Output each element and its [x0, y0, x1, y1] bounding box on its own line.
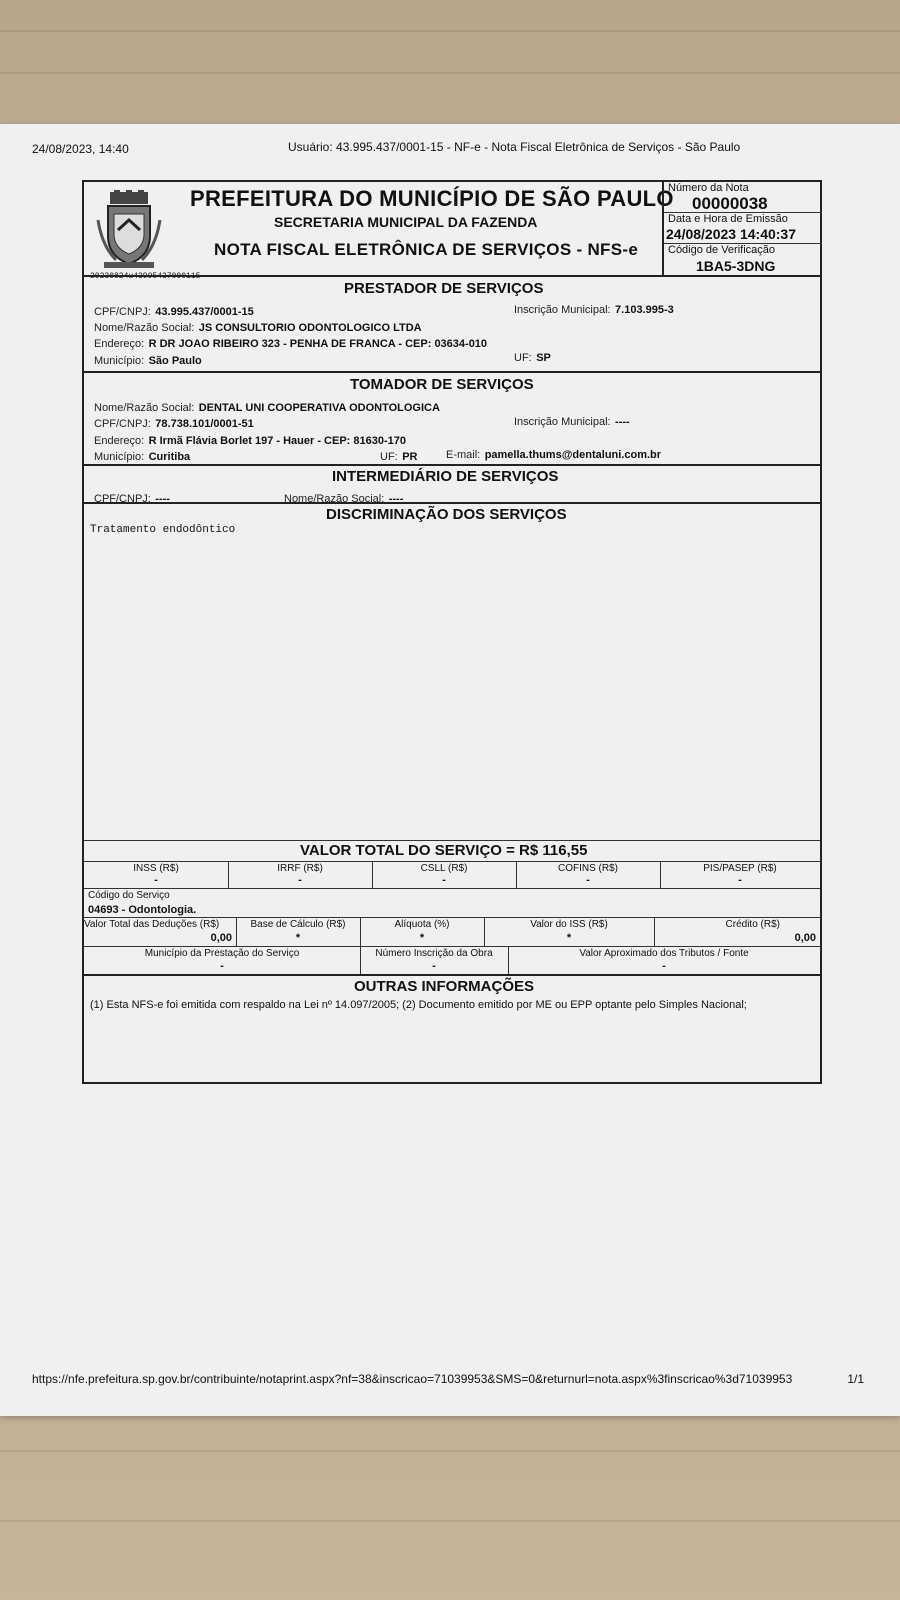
prestador-municipio-label: Município:	[94, 355, 145, 367]
intermediario-nome-label: Nome/Razão Social:	[284, 493, 385, 505]
print-user-line: Usuário: 43.995.437/0001-15 - NF-e - Nota Fiscal Eletrônica de Serviços - São Paulo	[288, 140, 741, 154]
prestador-endereco-label: Endereço:	[94, 338, 145, 350]
intermediario-cpf-row	[94, 489, 170, 507]
local-label: Município da Prestação do Serviço	[144, 948, 300, 959]
tributo-value: -	[298, 874, 302, 886]
local-value: -	[662, 960, 666, 972]
discriminacao-text: Tratamento endodôntico	[90, 524, 236, 536]
local-value: -	[432, 960, 436, 972]
discriminacao-title: DISCRIMINAÇÃO DOS SERVIÇOS	[326, 506, 567, 523]
print-datetime: 24/08/2023, 14:40	[32, 142, 129, 156]
tributo-cell	[660, 862, 820, 888]
calculo-cell	[484, 918, 654, 946]
prestador-municipio-row	[94, 351, 202, 369]
prestador-endereco-row	[94, 334, 487, 352]
valor-total: VALOR TOTAL DO SERVIÇO = R$ 116,55	[300, 842, 588, 859]
calculo-value: *	[419, 932, 425, 944]
tomador-email-label: E-mail:	[446, 449, 481, 461]
tributo-label: PIS/PASEP (R$)	[703, 863, 777, 874]
calculo-label: Valor do ISS (R$)	[530, 919, 608, 930]
calculo-label: Valor Total das Deduções (R$)	[84, 919, 220, 930]
verificacao-label: Código de Verificação	[668, 244, 776, 256]
local-cell	[360, 947, 508, 974]
tomador-endereco-label: Endereço:	[94, 435, 145, 447]
prestador-inscricao: 7.103.995-3	[615, 304, 674, 316]
tributo-value: -	[586, 874, 590, 886]
secretaria-subtitle: SECRETARIA MUNICIPAL DA FAZENDA	[274, 214, 538, 230]
tomador-nome-label: Nome/Razão Social:	[94, 402, 195, 414]
prestador-cpf: 43.995.437/0001-15	[155, 306, 254, 318]
tributo-label: IRRF (R$)	[277, 863, 323, 874]
local-label: Valor Aproximado dos Tributos / Fonte	[579, 948, 749, 959]
codigo-verificacao: 1BA5-3DNG	[696, 258, 776, 274]
tomador-municipio-row	[94, 447, 190, 465]
local-label: Número Inscrição da Obra	[375, 948, 493, 959]
numero-nota: 00000038	[692, 194, 768, 213]
tomador-nome: DENTAL UNI COOPERATIVA ODONTOLOGICA	[198, 402, 440, 414]
local-cell	[508, 947, 820, 974]
tomador-email: pamella.thums@dentaluni.com.br	[484, 449, 662, 461]
calculo-cell	[236, 918, 360, 946]
tributo-label: COFINS (R$)	[558, 863, 618, 874]
intermediario-title: INTERMEDIÁRIO DE SERVIÇOS	[332, 468, 559, 485]
prestador-uf: SP	[536, 352, 551, 364]
tributo-label: INSS (R$)	[133, 863, 179, 874]
prestador-nome-label: Nome/Razão Social:	[94, 322, 195, 334]
calculo-cell	[654, 918, 820, 946]
servico-label: Código do Serviço	[88, 890, 170, 901]
tomador-cpf-label: CPF/CNPJ:	[94, 418, 151, 430]
tributo-value: -	[154, 874, 158, 886]
local-cell	[84, 947, 360, 974]
prestador-endereco: R DR JOAO RIBEIRO 323 - PENHA DE FRANCA - CEP: 03634-010	[148, 338, 488, 350]
print-url: https://nfe.prefeitura.sp.gov.br/contribuinte/notaprint.aspx?nf=38&inscricao=71039953&SMS=0&returnurl=nota.aspx%3finscricao%3d71039953	[32, 1372, 793, 1386]
tributo-value: -	[442, 874, 446, 886]
prestador-inscricao-row	[514, 300, 674, 318]
tomador-uf: PR	[402, 451, 418, 463]
prestador-cpf-label: CPF/CNPJ:	[94, 306, 151, 318]
printed-page	[0, 124, 900, 1416]
city-hall-title: PREFEITURA DO MUNICÍPIO DE SÃO PAULO	[190, 186, 674, 211]
tomador-uf-label: UF:	[380, 451, 398, 463]
data-emissao: 24/08/2023 14:40:37	[666, 226, 796, 242]
tomador-municipio-label: Município:	[94, 451, 145, 463]
document-code: 20230824u43995437000115	[90, 272, 201, 281]
intermediario-cpf-label: CPF/CNPJ:	[94, 493, 151, 505]
tomador-municipio: Curitiba	[148, 451, 191, 463]
calculo-cell	[360, 918, 484, 946]
tomador-inscricao: ----	[615, 416, 630, 428]
servico-value: 04693 - Odontologia.	[88, 904, 197, 916]
print-page-number: 1/1	[847, 1372, 864, 1386]
tributo-value: -	[738, 874, 742, 886]
prestador-uf-row	[514, 348, 551, 366]
outras-title: OUTRAS INFORMAÇÕES	[354, 978, 534, 995]
emissao-label: Data e Hora de Emissão	[668, 213, 788, 225]
nfse-document	[82, 180, 822, 1084]
tomador-endereco: R Irmã Flávia Borlet 197 - Hauer - CEP: 81630-170	[148, 435, 407, 447]
tomador-uf-row	[380, 447, 417, 465]
outras-text: (1) Esta NFS-e foi emitida com respaldo na Lei nº 14.097/2005; (2) Documento emitido por ME ou EPP optante pelo Simples Nacional;	[90, 999, 747, 1011]
tomador-cpf-row	[94, 414, 254, 432]
intermediario-nome-row	[284, 489, 403, 507]
intermediario-nome: ----	[388, 493, 404, 505]
calculo-value: *	[295, 932, 301, 944]
tomador-inscricao-label: Inscrição Municipal:	[514, 416, 611, 428]
calculo-value: 0,00	[794, 932, 816, 944]
tributo-cell	[372, 862, 516, 888]
calculo-value: *	[566, 932, 572, 944]
tributo-label: CSLL (R$)	[420, 863, 468, 874]
prestador-nome: JS CONSULTORIO ODONTOLOGICO LTDA	[198, 322, 422, 334]
local-value: -	[220, 960, 224, 972]
prestador-uf-label: UF:	[514, 352, 532, 364]
city-crest-icon	[96, 190, 162, 270]
nota-info-box	[662, 182, 822, 275]
intermediario-cpf: ----	[155, 493, 170, 505]
prestador-title: PRESTADOR DE SERVIÇOS	[344, 280, 544, 297]
tomador-title: TOMADOR DE SERVIÇOS	[350, 376, 534, 393]
nfse-title: NOTA FISCAL ELETRÔNICA DE SERVIÇOS - NFS-e	[214, 240, 639, 259]
tomador-inscricao-row	[514, 412, 630, 430]
tributo-cell	[228, 862, 372, 888]
prestador-municipio: São Paulo	[148, 355, 202, 367]
calculo-label: Crédito (R$)	[725, 919, 780, 930]
tributo-cell	[84, 862, 228, 888]
numero-label: Número da Nota	[668, 182, 749, 194]
tomador-cpf: 78.738.101/0001-51	[155, 418, 254, 430]
calculo-value: 0,00	[210, 932, 232, 944]
calculo-label: Base de Cálculo (R$)	[250, 919, 346, 930]
calculo-label: Alíquota (%)	[394, 919, 450, 930]
calculo-cell	[84, 918, 236, 946]
prestador-inscricao-label: Inscrição Municipal:	[514, 304, 611, 316]
tributo-cell	[516, 862, 660, 888]
tomador-email-row	[446, 445, 661, 463]
